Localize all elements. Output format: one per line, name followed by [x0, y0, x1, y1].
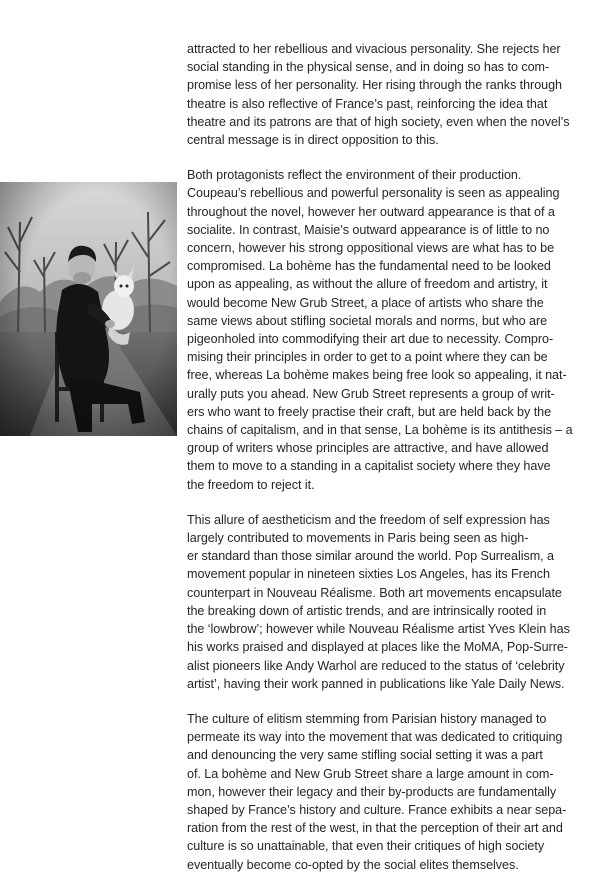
text-line: his works praised and displayed at places like the MoMA, Pop-Surre- [187, 640, 568, 655]
text-line: central message is in direct opposition to this. [187, 133, 439, 148]
text-line: and denouncing the very same stifling social setting it was a part [187, 748, 543, 763]
text-line: Coupeau’s rebellious and powerful personality is seen as appealing [187, 186, 560, 201]
text-line: ers who want to freely practise their craft, but are held back by the [187, 404, 552, 419]
text-line: mon, however their legacy and their by-products are fundamentally [187, 784, 557, 799]
text-line: promise less of her personality. Her rising through the ranks through [187, 78, 563, 93]
text-line: would become New Grub Street, a place of artists who share the [187, 295, 544, 310]
text-line: the breaking down of artistic trends, and are intrinsically rooted in [187, 603, 547, 618]
text-line: eventually become co-opted by the social elites themselves. [187, 857, 519, 872]
text-line: alist pioneers like Andy Warhol are reduced to the status of ‘celebrity [187, 658, 565, 673]
text-line: er standard than those similar around the world. Pop Surrealism, a [187, 549, 555, 564]
text-line: mising their principles in order to get to a point where they can be [187, 350, 548, 365]
text-line: artist’, having their work panned in publications like Yale Daily News. [187, 676, 565, 691]
paragraph-3 [187, 511, 595, 693]
text-line: compromised. La bohème has the fundamental need to be looked [187, 259, 551, 274]
text-line: shaped by France’s history and culture. France exhibits a near sepa- [187, 802, 567, 817]
text-line: permeate its way into the movement that was dedicated to critiquing [187, 730, 563, 745]
paragraph-1 [187, 40, 595, 149]
text-line: them to move to a standing in a capitalist society where they have [187, 459, 551, 474]
text-line: Both protagonists reflect the environment of their production. [187, 168, 522, 183]
text-line: of. La bohème and New Grub Street share a large amount in com- [187, 766, 554, 781]
text-line: culture is so unattainable, that even their critiques of high society [187, 839, 545, 854]
photo-illustration [0, 182, 177, 436]
paragraph-2 [187, 166, 595, 494]
text-line: the freedom to reject it. [187, 477, 315, 492]
text-line: movement popular in nineteen sixties Los Angeles, has its French [187, 567, 550, 582]
text-line: concern, however his strong oppositional views are what has to be [187, 241, 555, 256]
text-line: socialite. In contrast, Maisie’s outward appearance is of little to no [187, 222, 550, 237]
text-line: attracted to her rebellious and vivacious personality. She rejects her [187, 42, 561, 56]
text-line: largely contributed to movements in Paris being seen as high- [187, 531, 529, 546]
text-line: ration from the rest of the west, in that the perception of their art and [187, 821, 563, 836]
text-line: social standing in the physical sense, and in doing so has to com- [187, 60, 550, 75]
text-line: counterpart in Nouveau Réalisme. Both art movements encapsulate [187, 585, 562, 600]
text-line: pigeonholed into commodifying their art due to necessity. Compro- [187, 332, 554, 347]
article-body [187, 40, 595, 891]
text-line: urally puts you ahead. New Grub Street represents a group of writ- [187, 386, 555, 401]
text-line: group of writers whose principles are attractive, and have allowed [187, 441, 549, 456]
text-line: theatre is also reflective of France’s past, reinforcing the idea that [187, 96, 548, 111]
text-line: The culture of elitism stemming from Parisian history managed to [187, 711, 547, 726]
text-line: free, whereas La bohème makes being free look so appealing, it nat- [187, 368, 567, 383]
text-line: throughout the novel, however her outward appearance is that of a [187, 204, 555, 219]
text-line: This allure of aestheticism and the freedom of self expression has [187, 512, 550, 527]
text-line: theatre and its patrons are that of high society, even when the novel’s [187, 114, 570, 129]
text-line: upon as appealing, as without the allure of freedom and artistry, it [187, 277, 548, 292]
photograph-man-with-dog [0, 182, 177, 436]
text-line: same views about stifling societal morals and norms, but who are [187, 313, 548, 328]
text-line: the ‘lowbrow’; however while Nouveau Réalisme artist Yves Klein has [187, 622, 570, 637]
text-line: chains of capitalism, and in that sense, La bohème is its antithesis – a [187, 423, 573, 438]
